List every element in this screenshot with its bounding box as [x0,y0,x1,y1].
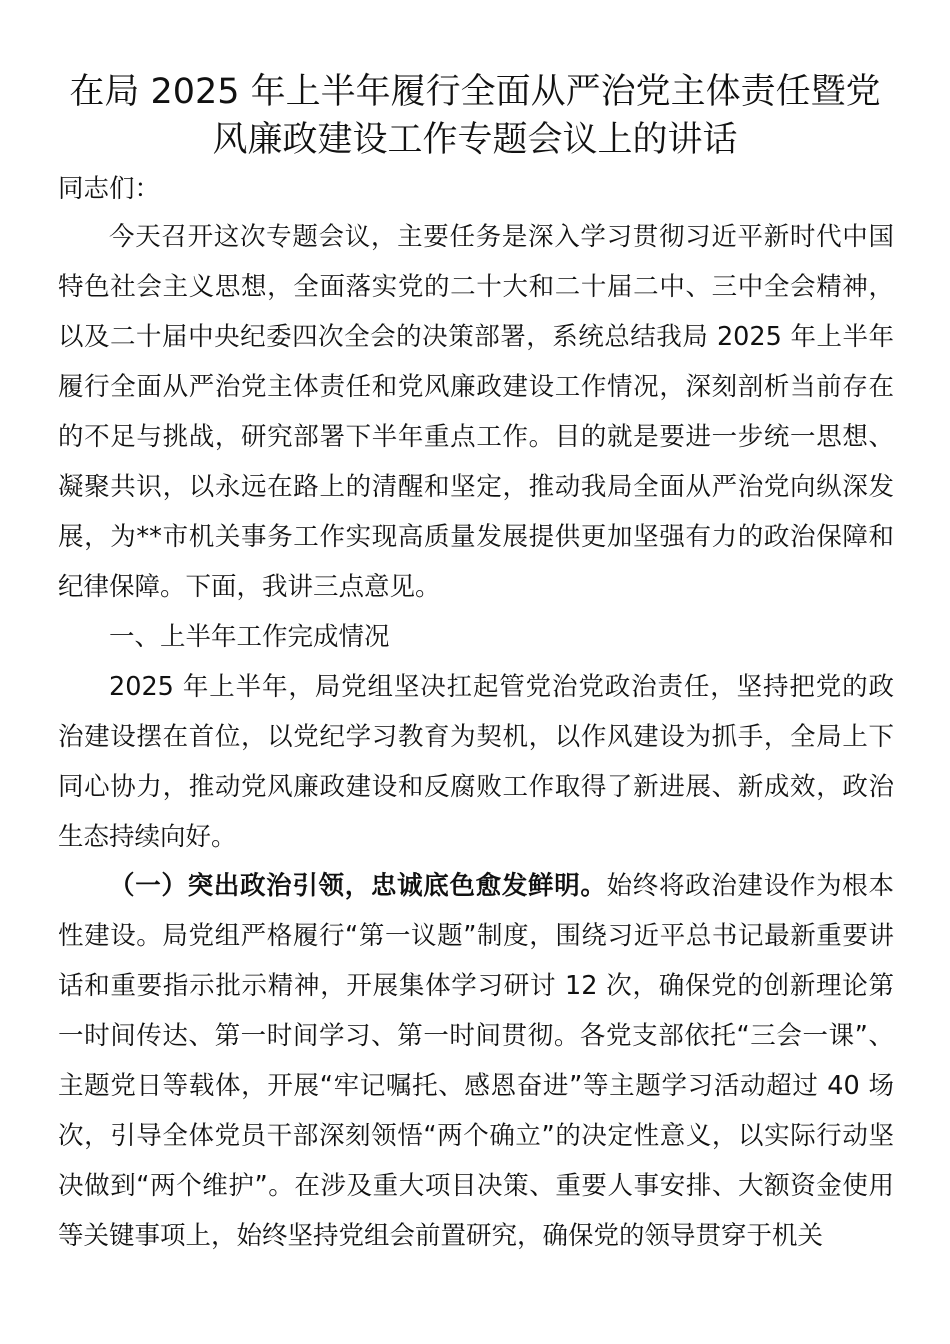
section-1-summary: 2025 年上半年，局党组坚决扛起管党治党政治责任，坚持把党的政治建设摆在首位，以党纪学习教育为契机，以作风建设为抓手，全局上下同心协力，推动党风廉政建设和反腐败工作取得了新进展、新成效，政治生态持续向好。 [58,672,894,852]
subsection-1-body: 始终将政治建设作为根本性建设。局党组严格履行“第一议题”制度，围绕习近平总书记最新重要讲话和重要指示批示精神，开展集体学习研讨 12 次，确保党的创新理论第一时间传达、第一时间学习、第一时间贯彻。各党支部依托“三会一课”、主题党日等载体，开展“牢记嘱托、感恩奋进”等主题学习活动超过 40 场次，引导全体党员干部深刻领悟“两个确立”的决定性意义，以实际行动坚决做到“两个维护”。在涉及重大项目决策、重要人事安排、大额资金使用等关键事项上，始终坚持党组会前置研究，确保党的领导贯穿于机关 [58,871,894,1251]
intro-paragraph: 今天召开这次专题会议，主要任务是深入学习贯彻习近平新时代中国特色社会主义思想，全面落实党的二十大和二十届二中、三中全会精神，以及二十届中央纪委四次全会的决策部署，系统总结我局 2025 年上半年履行全面从严治党主体责任和党风廉政建设工作情况，深刻剖析当前存在的不足与挑战，研究部署下半年重点工作。目的就是要进一步统一思想、凝聚共识，以永远在路上的清醒和坚定，推动我局全面从严治党向纵深发展，为**市机关事务工作实现高质量发展提供更加坚强有力的政治保障和纪律保障。下面，我讲三点意见。 [58,222,894,602]
document-title-line-1: 在局 2025 年上半年履行全面从严治党主体责任暨党 [69,72,881,112]
subsection-1-heading: （一）突出政治引领，忠诚底色愈发鲜明。 [109,871,607,901]
subsection-1-paragraph [58,861,894,1261]
section-1-heading: 一、上半年工作完成情况 [109,622,390,652]
document-title-line-2: 风廉政建设工作专题会议上的讲话 [212,120,738,160]
greeting: 同志们： [58,174,161,204]
